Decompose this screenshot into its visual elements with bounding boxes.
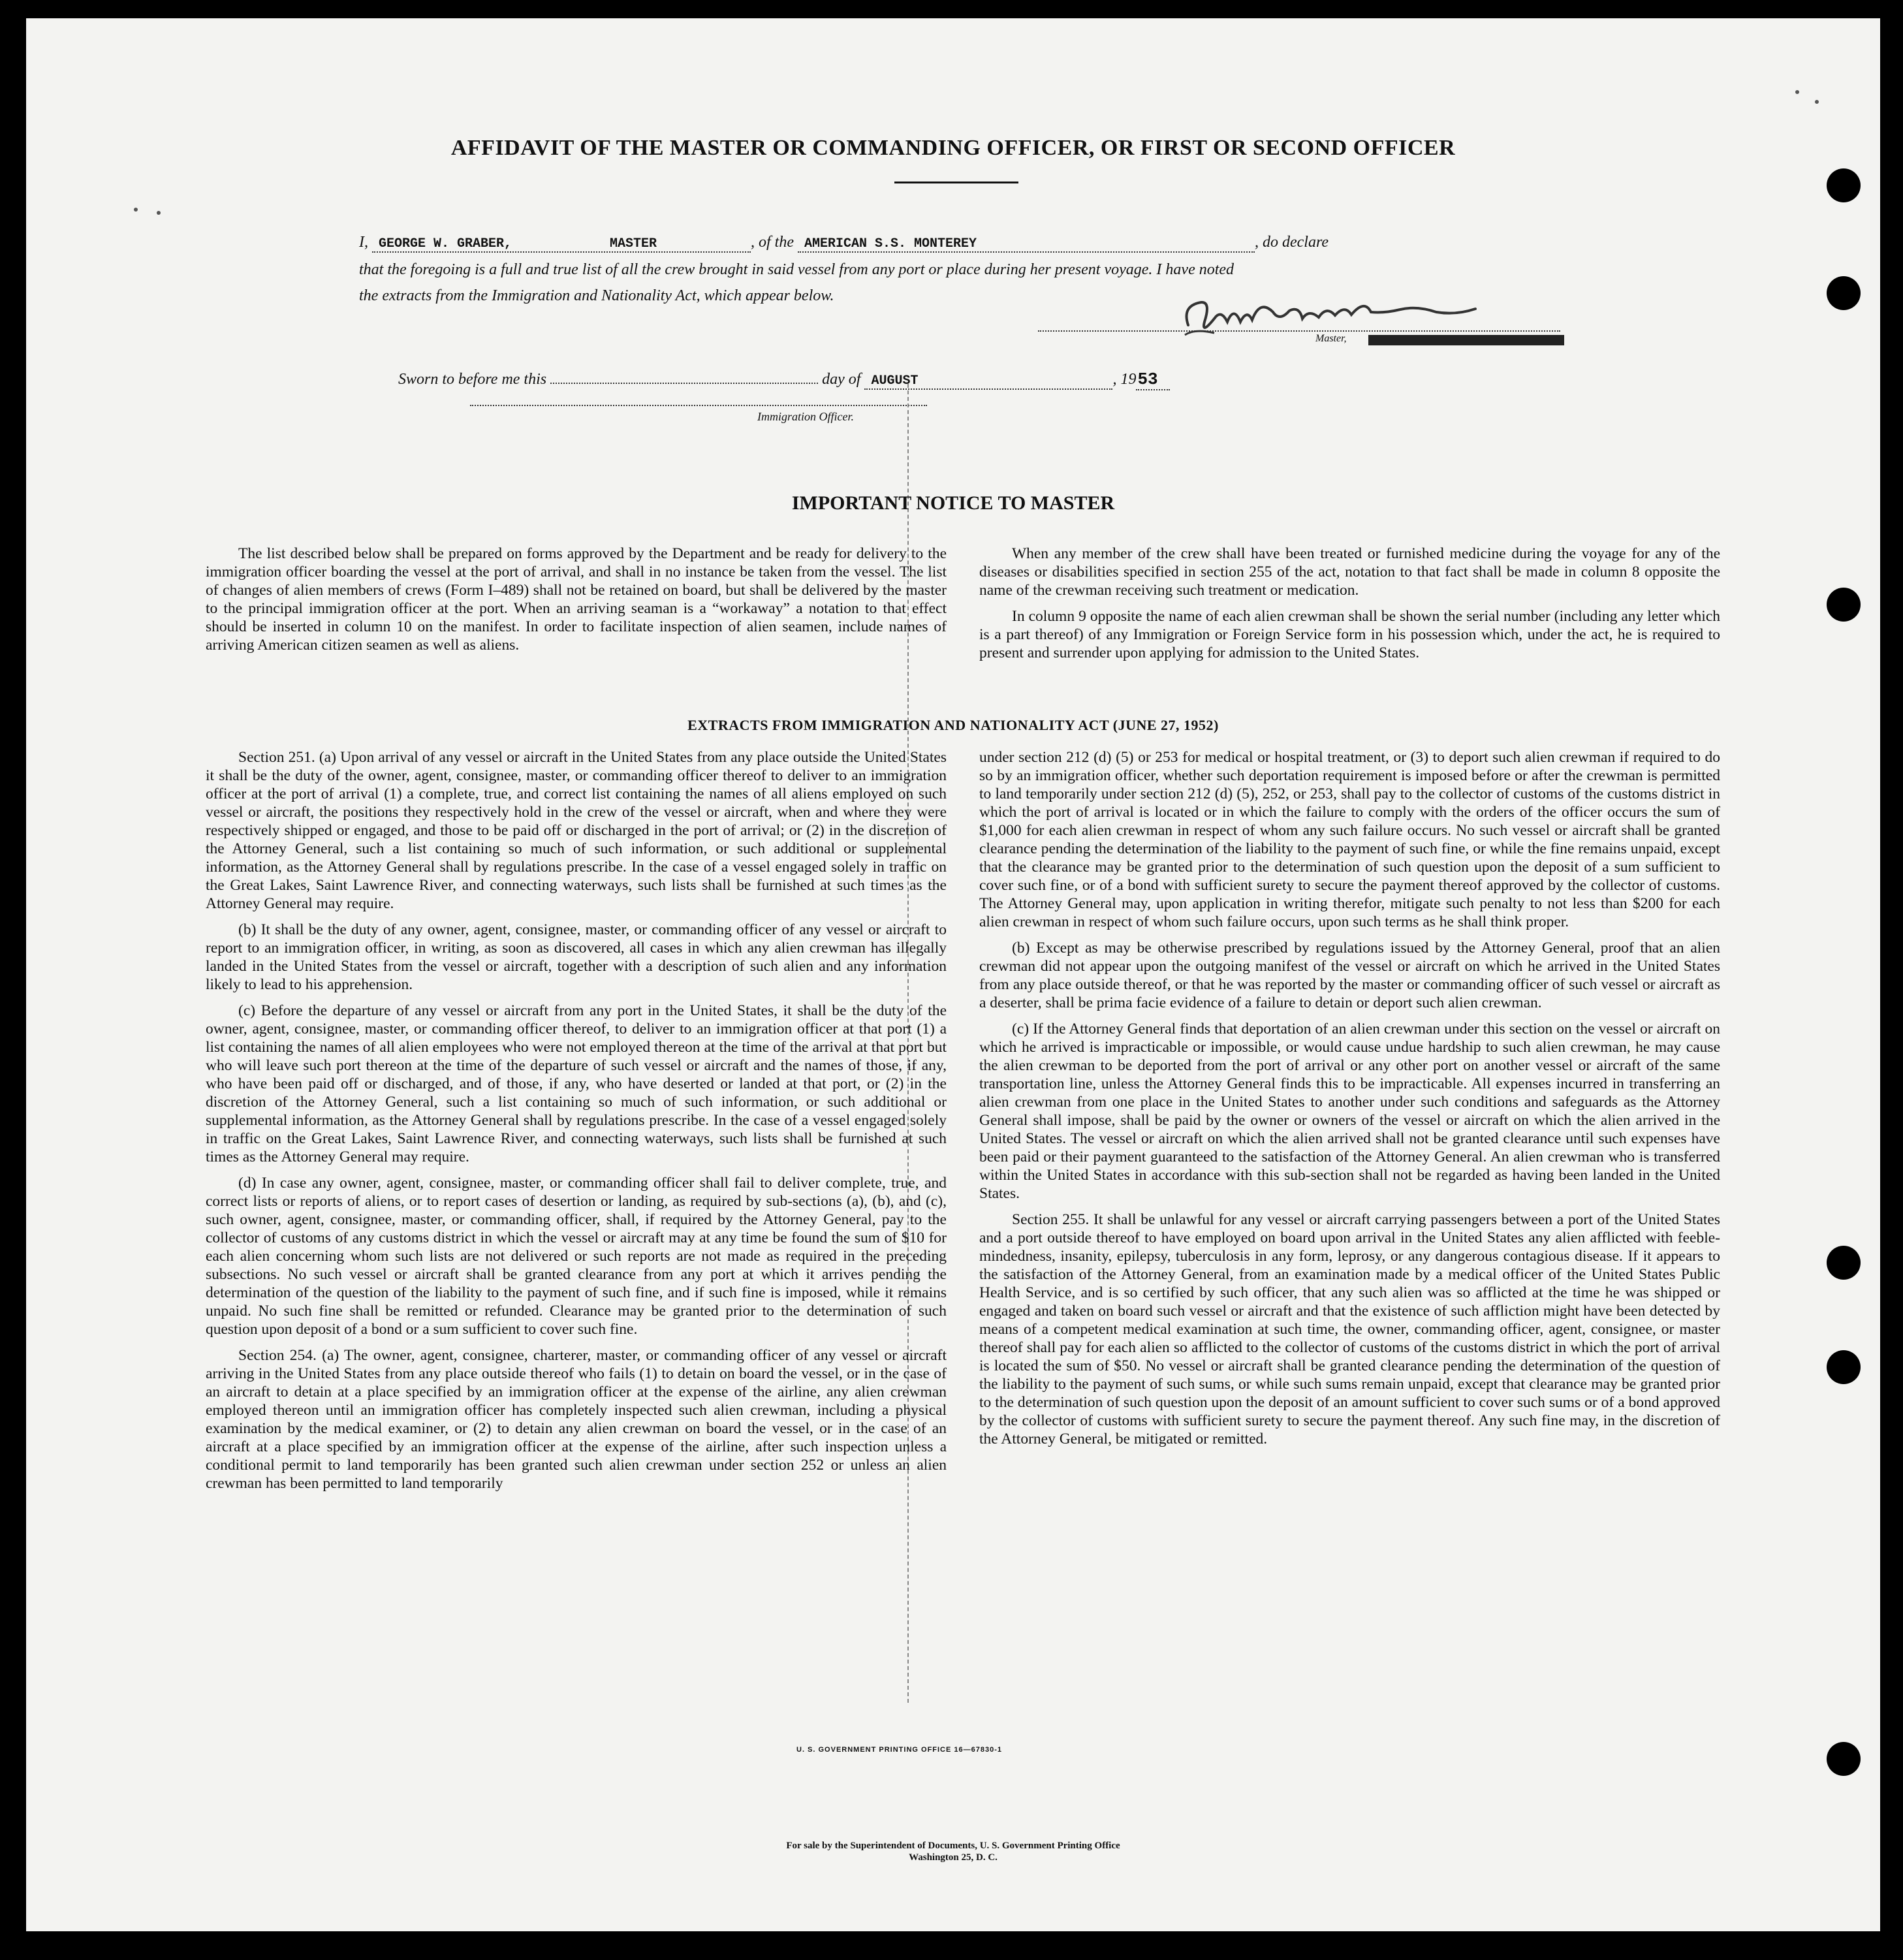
master-label: Master, [1315, 333, 1347, 344]
sworn-day-of: day of [822, 371, 861, 388]
title-rule [894, 182, 1018, 183]
immigration-officer-label: Immigration Officer. [757, 410, 854, 423]
punch-hole [1827, 168, 1861, 202]
sale-notice [26, 1840, 1880, 1863]
section-251-d: (d) In case any owner, agent, consignee, master, or commanding officer shall fail to deliver complete, true, and correct lists or reports of aliens, or to report cases of desertion or landing, as required by sub-sections (a), (b), and (c), such owner, agent, consignee, master, or commanding officer, shall, if required by the Attorney General, pay to the collector of customs of any customs district in which the vessel or aircraft may at any time be found the sum of $10 for each alien concerning whom such lists are not delivered or such reports are not made as required in the preceding subsections. No such vessel or aircraft shall be granted clearance from any port at which it arrives pending the determination of the question of the liability to the payment of such fine, and if such fine is imposed, while it remains unpaid. No such fine shall be remitted or refunded. Clearance may be granted prior to the determination of such question upon deposit of a bond or a sum sufficient to cover such fine. [206, 1175, 947, 1338]
decl-of-the: , of the [751, 234, 794, 251]
notice-left-paragraph: The list described below shall be prepared on forms approved by the Department and be ready for delivery to the immigration officer boarding the vessel at the port of arrival, and shall in no instance be taken from the vessel. The list of changes of alien members of crews (Form I–489) shall not be retained on board, but shall be delivered by the master to the principal immigration officer at the port. When an arriving seaman is a “workaway” a notation to that effect should be inserted in column 10 on the manifest. In order to facilitate inspection of alien seamen, include names of arriving American citizen seamen as well as aliens. [206, 545, 947, 654]
declaration-line-2: that the foregoing is a full and true list of all the crew brought in said vessel from any port or place during her present voyage. I have noted [359, 261, 1235, 278]
notice-left-column [206, 545, 947, 662]
gpo-imprint: U. S. GOVERNMENT PRINTING OFFICE 16—67830-1 [796, 1746, 1003, 1754]
speck [1795, 90, 1799, 94]
immigration-officer-line [470, 405, 927, 406]
extracts-heading: EXTRACTS FROM IMMIGRATION AND NATIONALITY ACT (JUNE 27, 1952) [687, 717, 1219, 733]
affidavit-title: AFFIDAVIT OF THE MASTER OR COMMANDING OFFICER, OR FIRST OR SECOND OFFICER [450, 136, 1456, 160]
section-254-a: Section 254. (a) The owner, agent, consignee, charterer, master, or commanding officer of any vessel or aircraft arriving in the United States from any place outside thereof who fails (1) to detain on board the vessel, or in the case of an aircraft to detain at a place specified by an immigration officer at the expense of the airline, any alien crewman employed thereon until an immigration officer has completely inspected such alien crewman, including a physical examination by the medical examiner, or (2) to detain any alien crewman on board the vessel, or in the case of an aircraft at a place specified by an immigration officer at the expense of the airline, after such inspection unless a conditional permit to land temporarily has been granted such alien crewman under section 252 or unless an alien crewman has been permitted to land temporarily [206, 1347, 947, 1492]
section-255: Section 255. It shall be unlawful for any vessel or aircraft carrying passengers between a port of the United States and a port outside thereof to have employed on board upon arrival in the United States any alien afflicted with feeble-mindedness, insanity, epilepsy, tuberculosis in any form, leprosy, or any dangerous contagious disease. If it appears to the satisfaction of the Attorney General, from an examination made by a medical officer of the United States Public Health Service, and is so certified by such officer, that any such alien was so afflicted at the time he was shipped or engaged and taken on board such vessel or aircraft and that the existence of such affliction might have been detected by means of a competent medical examination at such time, the owner, commanding officer, agent, consignee, or master thereof shall pay for each alien so afflicted to the collector of customs of the customs district in which the port of arrival is located the sum of $50. No vessel or aircraft shall be granted clearance pending the determination of the question of the liability to the payment of such sums, or while such sums remain unpaid, except that clearance may be granted prior to the determination of such question upon the deposit of an amount sufficient to cover such sums or of a bond approved by the collector of customs with sufficient surety to secure the payment thereof. Any such fine may, in the discretion of the Attorney General, be mitigated or remitted. [979, 1211, 1720, 1447]
declaration-line [359, 234, 1567, 253]
speck [1815, 100, 1819, 104]
decl-do-declare: , do declare [1255, 234, 1329, 251]
sworn-year-suffix: 53 [1136, 370, 1170, 390]
section-254-b: (b) Except as may be otherwise prescribed by regulations issued by the Attorney General, proof that an alien crewman did not appear upon the outgoing manifest of the vessel or aircraft on which he arrived in the United States from any place outside thereof, or that he was reported by the master or commanding officer of such vessel or aircraft as a deserter, shall be prima facie evidence of a failure to detain or deport such alien crewman. [979, 940, 1720, 1011]
punch-hole [1827, 1246, 1861, 1280]
sale-line-1: For sale by the Superintendent of Documents, U. S. Government Printing Office [786, 1841, 1120, 1851]
section-254-a-continued: under section 212 (d) (5) or 253 for medical or hospital treatment, or (3) to deport such alien crewman if required to do so by an immigration officer, whether such deportation requirement is imposed before or after the crewman is permitted to land temporarily under section 212 (d) (5), 252, or 253, shall pay to the collector of customs of the customs district in which the port of arrival is located or in which the failure to comply with the orders of the officer occurs the sum of $1,000 for each alien crewman in respect of whom any such failure occurs. No such vessel or aircraft shall be granted clearance pending the determination of the liability to the payment of such fine, or while the fine remains unpaid, except that the clearance may be granted prior to the determination of such question upon the deposit of a sum sufficient to cover such fine, or of a bond with sufficient surety to secure the payment thereof approved by the collector of customs. The Attorney General may, upon application in writing therefor, mitigate such penalty to not less than $200 for each alien crewman in respect of whom such failure occurs, upon such terms as he shall think proper. [979, 749, 1720, 930]
struck-out-title [1368, 335, 1564, 345]
sworn-day-field [550, 383, 818, 384]
signature-line [1038, 330, 1560, 332]
punch-hole [1827, 276, 1861, 310]
punch-hole [1827, 1350, 1861, 1384]
vessel-field: AMERICAN S.S. MONTEREY [798, 236, 1255, 253]
punch-hole [1827, 588, 1861, 622]
notice-right-paragraph-2: In column 9 opposite the name of each alien crewman shall be shown the serial number (including any letter which is a part thereof) of any Immigration or Foreign Service form in his possession which, under the act, he is required to present and surrender upon applying for admission to the United States. [979, 608, 1720, 661]
sale-line-2: Washington 25, D. C. [909, 1852, 998, 1863]
notice-right-column [979, 545, 1720, 670]
speck [134, 208, 138, 212]
sworn-prefix: Sworn to before me this [398, 371, 547, 388]
section-251-a: Section 251. (a) Upon arrival of any vessel or aircraft in the United States from any place outside the United States it shall be the duty of the owner, agent, consignee, master, or commanding officer thereof to deliver to an immigration officer at the port of arrival (1) a complete, true, and correct list containing the names of all aliens employed on such vessel or aircraft, the positions they respectively hold in the crew of the vessel or aircraft, when and where they were respectively shipped or engaged, and those to be paid off or discharged in the port of arrival; or (2) in the discretion of the Attorney General, such a list containing so much of such information, or such additional or supplemental information, as the Attorney General shall by regulations prescribe. In the case of a vessel engaged solely in traffic on the Great Lakes, Saint Lawrence River, and connecting waterways, such lists shall be furnished at such times as the Attorney General may require. [206, 749, 947, 912]
section-251-c: (c) Before the departure of any vessel or aircraft from any port in the United States, it shall be the duty of the owner, agent, consignee, master, or commanding officer thereof, to deliver to an immigration officer at that port (1) a list containing the names of all alien employees who were not employed thereon at the time of the arrival at that port but who will leave such port thereon at the time of the departure of such vessel or aircraft and the names of those, if any, who have been paid off or discharged, and of those, if any, who have deserted or landed at that port, or (2) in the discretion of the Attorney General, such a list containing so much of such information, or such additional or supplemental information, as the Attorney General shall by regulations prescribe. In the case of a vessel engaged solely in traffic on the Great Lakes, Saint Lawrence River, and connecting waterways, such lists shall be furnished at such times as the Attorney General may require. [206, 1002, 947, 1165]
extracts-right-column [979, 748, 1720, 1456]
decl-prefix: I, [359, 234, 368, 251]
declaration-line-3: the extracts from the Immigration and Nationality Act, which appear below. [359, 287, 834, 304]
punch-hole [1827, 1742, 1861, 1776]
document-page [26, 18, 1880, 1931]
section-254-c: (c) If the Attorney General finds that deportation of an alien crewman under this section on the vessel or aircraft on which he arrived is impracticable or impossible, or would cause undue hardship to such alien crewman, he may cause the alien crewman to be deported from the port of arrival or any other port on another vessel or aircraft of the same transportation line, unless the Attorney General finds this to be impracticable. All expenses incurred in transferring an alien crewman from one place in the United States to another under such conditions and safeguards as the Attorney General shall impose, shall be paid by the owner or owners of the vessel or aircraft on which the alien arrived in the United States. The vessel or aircraft on which the alien arrived shall not be granted clearance until such expenses have been paid or their payment guaranteed to the satisfaction of the Attorney General. An alien crewman who is transferred within the United States in accordance with this sub-section shall not be regarded as having been landed in the United States. [979, 1020, 1720, 1202]
section-251-b: (b) It shall be the duty of any owner, agent, consignee, master, or commanding officer of any vessel or aircraft to report to an immigration officer, in writing, as soon as discovered, all cases in which any alien crewman has illegally landed in the United States from the vessel or aircraft, together with a description of such alien and any information likely to lead to his apprehension. [206, 921, 947, 993]
master-name: GEORGE W. GRABER, [379, 236, 512, 251]
sworn-year-prefix: , 19 [1112, 371, 1137, 388]
master-rank: MASTER [610, 236, 657, 251]
sworn-line [398, 370, 1606, 390]
speck [157, 211, 161, 215]
notice-heading: IMPORTANT NOTICE TO MASTER [791, 492, 1115, 514]
master-name-field [372, 236, 751, 253]
extracts-left-column [206, 748, 947, 1500]
sworn-month-field: AUGUST [864, 373, 1112, 390]
notice-right-paragraph-1: When any member of the crew shall have been treated or furnished medicine during the voyage for any of the diseases or disabilities specified in section 255 of the act, notation to that fact shall be made in column 8 opposite the name of the crewman receiving such treatment or medication. [979, 545, 1720, 599]
